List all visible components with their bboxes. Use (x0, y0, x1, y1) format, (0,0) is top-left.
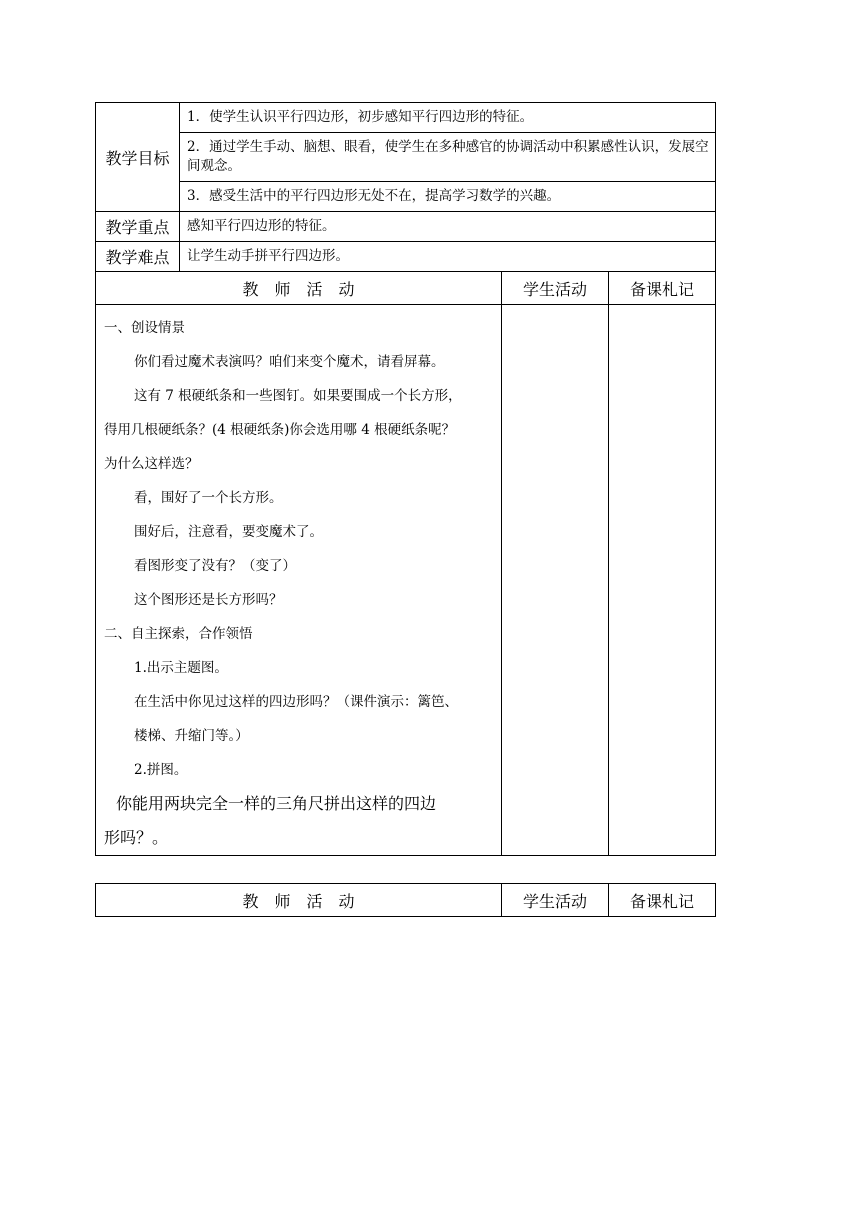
student-activity-header-2: 学生活动 (502, 884, 609, 917)
activity-line: 为什么这样选？ (104, 456, 199, 472)
activity-line: 楼梯、升缩门等。） (134, 728, 249, 744)
activity-line: 看，围好了一个长方形。 (134, 490, 283, 506)
key-point-label: 教学重点 (96, 212, 180, 242)
activity-line: 围好后，注意看，要变魔术了。 (134, 524, 323, 540)
activity-line: 看图形变了没有？（变了） (134, 558, 296, 574)
activity-line: 1.出示主题图。 (134, 660, 228, 676)
activity-line: 这有 7 根硬纸条和一些图钉。如果要围成一个长方形， (134, 388, 462, 404)
activity-line: 这个图形还是长方形吗？ (134, 592, 283, 608)
activity-line: 形吗？。 (104, 828, 169, 847)
student-activity-cell (502, 305, 609, 856)
activity-line: 你们看过魔术表演吗？咱们来变个魔术，请看屏幕。 (134, 354, 445, 370)
activity-line: 2.拼图。 (134, 762, 188, 778)
objectives-label: 教学目标 (96, 103, 180, 212)
teacher-activity-header: 教师活动 (96, 272, 502, 305)
teacher-activity-header-2: 教师活动 (96, 884, 502, 917)
lesson-plan-table (95, 102, 716, 856)
activity-line: 在生活中你见过这样的四边形吗？（课件演示：篱笆、 (134, 694, 458, 710)
teacher-activity-content (96, 305, 502, 856)
key-point-text: 感知平行四边形的特征。 (180, 212, 716, 242)
objective-2: 2．通过学生手动、脑想、眼看，使学生在多种感官的协调活动中积累感性认识，发展空间观念。 (180, 133, 716, 182)
objective-3: 3．感受生活中的平行四边形无处不在，提高学习数学的兴趣。 (180, 182, 716, 212)
activity-line: 得用几根硬纸条？(4 根硬纸条)你会选用哪 4 根硬纸条呢？ (104, 422, 456, 438)
prep-notes-header-2: 备课札记 (609, 884, 716, 917)
activity-line: 你能用两块完全一样的三角尺拼出这样的四边 (116, 794, 437, 813)
student-activity-header: 学生活动 (502, 272, 609, 305)
objective-1: 1．使学生认识平行四边形，初步感知平行四边形的特征。 (180, 103, 716, 133)
difficulty-label: 教学难点 (96, 242, 180, 272)
continuation-header-table (95, 883, 716, 917)
prep-notes-header: 备课札记 (609, 272, 716, 305)
section-heading: 二、自主探索，合作领悟 (104, 626, 253, 642)
prep-notes-cell (609, 305, 716, 856)
difficulty-text: 让学生动手拼平行四边形。 (180, 242, 716, 272)
section-heading: 一、创设情景 (104, 320, 185, 336)
